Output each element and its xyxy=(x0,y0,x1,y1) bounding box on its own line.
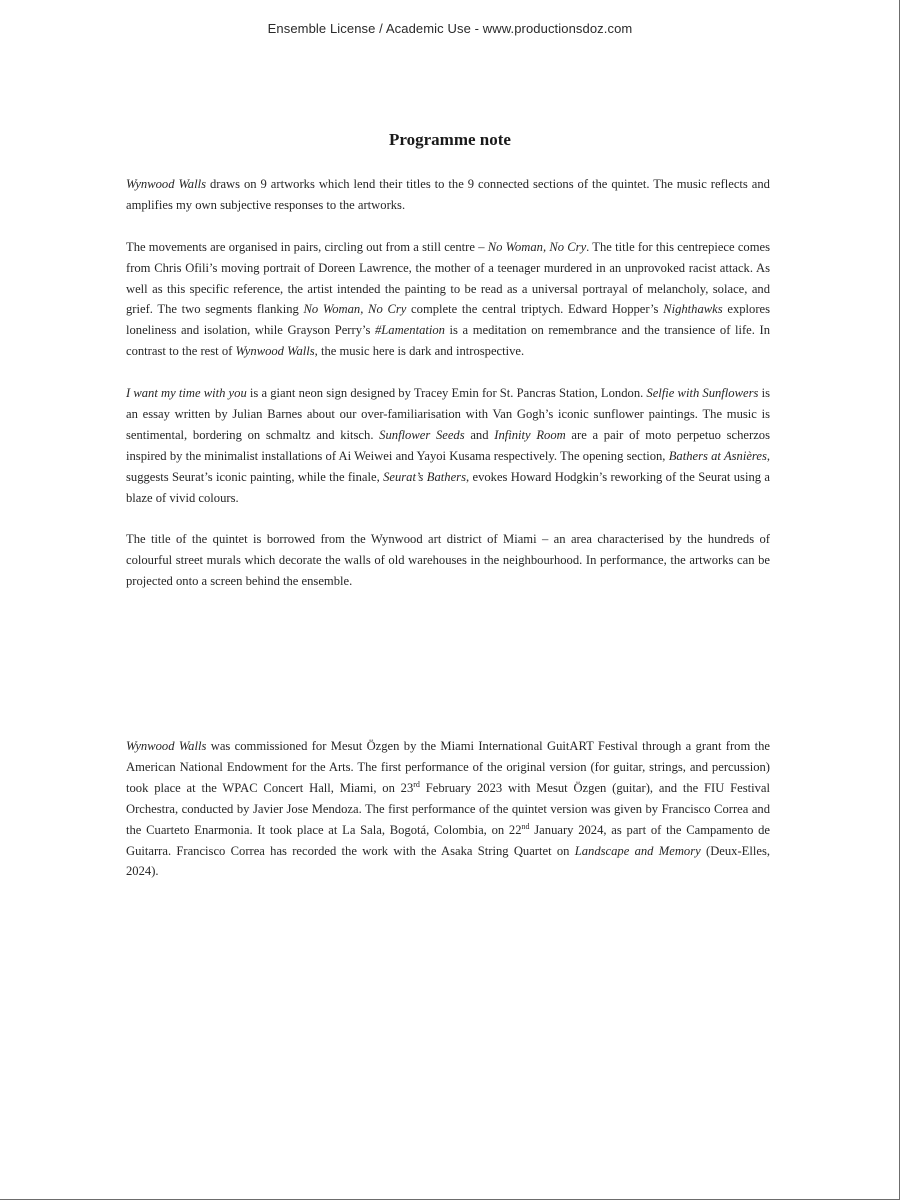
license-header: Ensemble License / Academic Use - www.productionsdoz.com xyxy=(267,21,633,36)
paragraph-central-triptych: The movements are organised in pairs, circling out from a still centre – No Woman, No Cry. The title for this centrepiece comes from Chris Ofili’s moving portrait of Doreen Lawrence, the mother of a teenager murdered in an unprovoked racist attack. As well as this specific reference, the artist intended the painting to be read as a universal portrayal of melancholy, solace, and grief. The two segments flanking No Woman, No Cry complete the central triptych. Edward Hopper’s Nighthawks explores loneliness and isolation, while Grayson Perry’s #Lamentation is a meditation on remembrance and the transience of life. In contrast to the rest of Wynwood Walls, the music here is dark and introspective. xyxy=(126,239,771,359)
italic-title: Sunflower Seeds xyxy=(379,427,465,442)
italic-title: No Woman, No Cry xyxy=(303,302,407,317)
page-title: Programme note xyxy=(389,130,511,149)
italic-title: I want my time with you xyxy=(126,386,247,401)
italic-title: Seurat’s Bathers xyxy=(383,469,466,484)
paragraph-commission-history: Wynwood Walls was commissioned for Mesut Özgen by the Miami International GuitART Festival through a grant from the American National Endowment for the Arts. The first performance of the original version (for guitar, strings, and percussion) took place at the WPAC Concert Hall, Miami, on 23rd February 2023 with Mesut Özgen (guitar), and the FIU Festival Orchestra, conducted by Javier Jose Mendoza. The first performance of the quintet version was given by Francisco Correa and the Cuarteto Enarmonia. It took place at La Sala, Bogotá, Colombia, on 22nd January 2024, as part of the Campamento de Guitarra. Francisco Correa has recorded the work with the Asaka String Quartet on Landscape and Memory (Deux-Elles, 2024). xyxy=(126,739,771,879)
italic-title: Bathers at Asnières xyxy=(668,448,767,463)
commission-note xyxy=(126,736,770,882)
paragraph-title-origin: The title of the quintet is borrowed from the Wynwood art district of Miami – an area characterised by the hundreds of colourful street murals which decorate the walls of old warehouses in the neighbourhood. In performance, the artworks can be projected onto a screen behind the ensemble. xyxy=(126,532,770,589)
italic-title: Wynwood Walls xyxy=(235,344,315,359)
italic-title: Infinity Room xyxy=(494,427,566,442)
italic-title: Wynwood Walls xyxy=(126,739,207,753)
italic-title: Landscape and Memory xyxy=(574,843,701,858)
paragraph-sections-intro: Wynwood Walls draws on 9 artworks which lend their titles to the 9 connected sections of the quintet. The music reflects and amplifies my own subjective responses to the artworks. xyxy=(126,177,770,212)
italic-title: #Lamentation xyxy=(374,323,445,338)
italic-title: Nighthawks xyxy=(663,302,723,317)
italic-title: Wynwood Walls xyxy=(126,177,206,191)
paragraph-outer-movements: I want my time with you is a giant neon sign designed by Tracey Emin for St. Pancras Station, London. Selfie with Sunflowers is an essay written by Julian Barnes about our over-familiarisation with Van Gogh’s iconic sunflower paintings. The music is sentimental, bordering on schmaltz and kitsch. Sunflower Seeds and Infinity Room are a pair of moto perpetuo scherzos inspired by the minimalist installations of Ai Weiwei and Yayoi Kusama respectively. The opening section, Bathers at Asnières, suggests Seurat’s iconic painting, while the finale, Seurat’s Bathers, evokes Howard Hodgkin’s reworking of the Seurat using a blaze of vivid colours. xyxy=(126,386,771,505)
italic-title: No Woman, No Cry xyxy=(487,239,587,254)
italic-title: Selfie with Sunflowers xyxy=(646,386,759,401)
programme-note-body xyxy=(126,174,770,592)
ordinal-suffix: nd xyxy=(521,821,530,831)
ordinal-suffix: rd xyxy=(413,779,420,789)
